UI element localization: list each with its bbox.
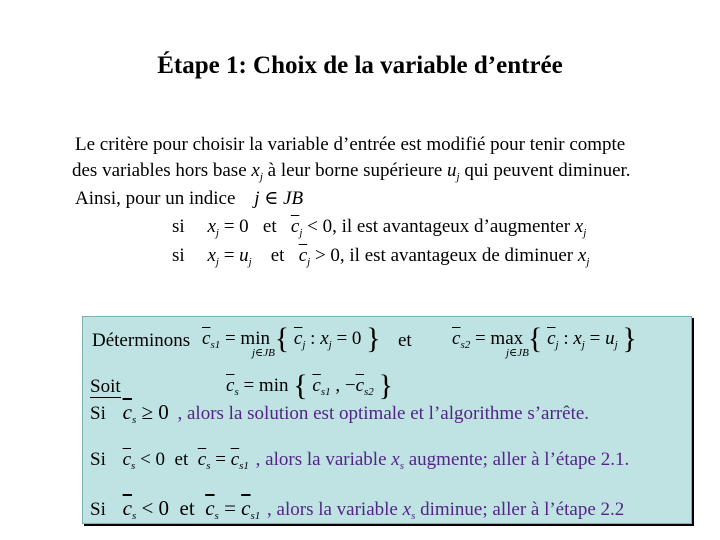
var-x: x: [574, 216, 584, 237]
soit-text: Soit: [90, 376, 121, 397]
intro-text: à leur borne supérieure: [262, 160, 447, 181]
si-label: Si: [90, 499, 106, 520]
case-increase: [90, 449, 629, 472]
def-cs2-index: j∈JB: [506, 347, 529, 359]
rule-increase: [172, 216, 586, 239]
case-increase-text: [256, 449, 630, 470]
def-cs1-index: j∈JB: [252, 347, 275, 359]
def-cs1-formula: $\overline{c}_{s1} = \min$ { $\overline{c}_j$ : $x_j = 0$ }: [202, 322, 381, 355]
si-label: Si: [90, 449, 106, 470]
def-cs2-formula: $\overline{c}_{s2} = \max$ { $\overline{c}_j$ : $x_j = u_j$ }: [452, 322, 637, 355]
case-decrease: [90, 496, 624, 522]
var-x: x: [577, 245, 587, 266]
rule-text: , il est avantageux de diminuer: [339, 245, 578, 266]
case-text: diminue; aller à l’étape 2.2: [415, 499, 625, 520]
et-label: et: [398, 330, 412, 351]
sub-j: j: [586, 256, 590, 268]
rule-decrease: [172, 245, 589, 268]
intro-line-3: [75, 187, 303, 210]
intro-line-1: Le critère pour choisir la variable d’entrée est modifié pour tenir compte: [75, 134, 626, 155]
case-optimal-statement: , alors la solution est optimale et l’algorithme s’arrête.: [177, 403, 590, 424]
index-set-formula: [254, 188, 303, 209]
rule-si: si: [172, 245, 185, 266]
case-text: , alors la variable: [255, 449, 392, 470]
case-decrease-text: [267, 499, 624, 520]
sub-s: s: [411, 510, 416, 522]
intro-text: des variables hors base: [72, 160, 252, 181]
page-title: Étape 1: Choix de la variable d’entrée: [157, 52, 563, 79]
intro-text: qui peuvent diminuer.: [459, 160, 631, 181]
sub-j: j: [259, 171, 263, 183]
index-set-text: j ∈ JB: [254, 188, 304, 209]
determinons-label: Déterminons: [92, 330, 191, 351]
case-text: , alors la variable: [267, 499, 403, 520]
sub-s: s: [399, 460, 404, 472]
soit-formula: $\overline{c}_s = \min$ { $\overline{c}_{s1}$ , $-\overline{c}_{s2}$ }: [226, 369, 393, 402]
var-x: x: [402, 499, 412, 520]
var-x: x: [251, 160, 260, 181]
sub-j: j: [583, 227, 587, 239]
sub-j: j: [456, 171, 460, 183]
rule-increase-condition: $x_j = 0$ et $\overline{c}_j < 0$: [207, 216, 333, 239]
case-increase-condition: $\overline{c}_s < 0$ et $\overline{c}_s = \overline{c}_{s1}$: [122, 449, 249, 472]
rule-si: si: [172, 216, 185, 237]
intro-text: Ainsi, pour un indice: [75, 188, 236, 209]
case-optimal-text: [178, 403, 590, 424]
case-optimal-condition: $\overline{c}_s \ge 0$: [122, 400, 169, 426]
var-x: x: [391, 449, 400, 470]
intro-line-2: [72, 160, 631, 183]
si-label: Si: [90, 403, 106, 424]
var-u: u: [447, 160, 457, 181]
case-decrease-condition: $\overline{c}_s < 0$ et $\overline{c}_s = \overline{c}_{s1}$: [122, 496, 261, 522]
case-text: augmente; aller à l’étape 2.1.: [403, 449, 630, 470]
soit-label: [90, 376, 121, 398]
rule-decrease-condition: $x_j = u_j$ et $\overline{c}_j > 0$: [207, 245, 340, 268]
rule-text: , il est avantageux d’augmenter: [332, 216, 575, 237]
case-optimal: [90, 400, 589, 426]
